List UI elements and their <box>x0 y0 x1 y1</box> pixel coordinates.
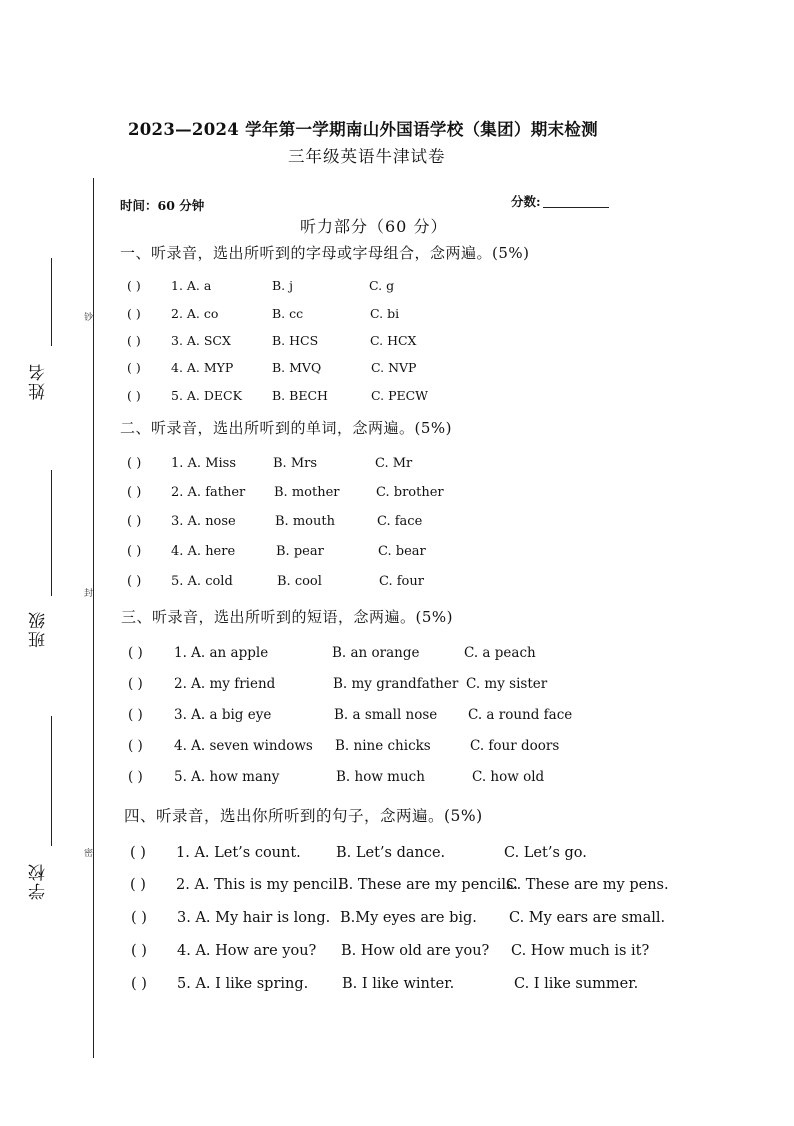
option-b: B. How old are you? <box>341 943 490 959</box>
name-field[interactable] <box>26 258 66 418</box>
answer-blank[interactable]: ( ) <box>128 707 143 723</box>
option-c: C. How much is it? <box>511 943 650 959</box>
option-b: B. I like winter. <box>342 976 455 992</box>
option-c: C. g <box>369 278 395 293</box>
option-b: B. mother <box>274 485 340 500</box>
answer-blank[interactable]: ( ) <box>127 574 142 589</box>
option-b: B. cool <box>277 574 322 589</box>
option-b: B. pear <box>276 544 324 559</box>
class-label: 班级 <box>29 610 49 648</box>
section-title: 一、听录音，选出所听到的字母或字母组合，念两遍。(5%) <box>120 244 530 262</box>
option-c: C. My ears are small. <box>509 910 666 926</box>
option-c: C. bi <box>370 306 400 321</box>
option-c: C. PECW <box>371 388 429 403</box>
seal-mark: 钞 <box>84 313 94 323</box>
name-label: 姓名 <box>29 362 49 400</box>
option-c: C. four <box>379 574 424 589</box>
seal-mark: 封 <box>84 589 94 599</box>
answer-blank[interactable]: ( ) <box>128 676 143 692</box>
option-a: 3. A. nose <box>171 514 236 529</box>
option-a: 4. A. MYP <box>171 360 234 375</box>
option-b: B. MVQ <box>272 360 322 375</box>
option-c: C. NVP <box>371 360 417 375</box>
option-b: B. Mrs <box>273 456 318 471</box>
answer-blank[interactable]: ( ) <box>130 845 146 861</box>
name-blank[interactable] <box>51 258 52 346</box>
option-c: C. I like summer. <box>514 976 639 992</box>
option-b: B. These are my pencils. <box>338 877 519 893</box>
score-field[interactable] <box>511 192 609 210</box>
option-c: C. Let’s go. <box>504 845 587 861</box>
option-a: 2. A. my friend <box>174 676 276 692</box>
answer-blank[interactable]: ( ) <box>131 910 147 926</box>
school-field[interactable] <box>26 716 66 906</box>
option-a: 1. A. a <box>171 278 212 293</box>
option-a: 3. A. My hair is long. <box>177 910 331 926</box>
answer-blank[interactable]: ( ) <box>128 738 143 754</box>
option-a: 1. A. Let’s count. <box>176 845 301 861</box>
option-c: C. face <box>377 514 423 529</box>
binding-line <box>93 178 94 1058</box>
option-a: 1. A. an apple <box>174 645 269 661</box>
answer-blank[interactable]: ( ) <box>127 388 141 403</box>
option-b: B. HCS <box>272 333 319 348</box>
option-c: C. how old <box>472 769 545 785</box>
option-a: 5. A. cold <box>171 574 233 589</box>
option-a: 5. A. I like spring. <box>177 976 309 992</box>
time-label: 时间：60 分钟 <box>120 198 205 213</box>
option-c: C. four doors <box>470 738 560 754</box>
exam-title: 2023—2024 学年第一学期南山外国语学校（集团）期末检测 <box>128 120 598 139</box>
option-c: C. Mr <box>375 456 413 471</box>
option-a: 3. A. SCX <box>171 333 231 348</box>
listening-part-title: 听力部分（60 分） <box>300 217 448 236</box>
answer-blank[interactable]: ( ) <box>131 976 147 992</box>
option-a: 2. A. This is my pencil. <box>176 877 343 893</box>
option-b: B. cc <box>272 306 304 321</box>
answer-blank[interactable]: ( ) <box>128 769 143 785</box>
score-blank[interactable] <box>543 207 609 208</box>
answer-blank[interactable]: ( ) <box>127 360 141 375</box>
answer-blank[interactable]: ( ) <box>127 278 141 293</box>
answer-blank[interactable]: ( ) <box>127 306 141 321</box>
section-title: 二、听录音，选出所听到的单词，念两遍。(5%) <box>120 419 453 437</box>
exam-subtitle: 三年级英语牛津试卷 <box>288 147 446 166</box>
section-title: 三、听录音，选出所听到的短语，念两遍。(5%) <box>121 608 454 626</box>
option-a: 2. A. father <box>171 485 246 500</box>
option-b: B. mouth <box>275 514 335 529</box>
option-c: C. bear <box>378 544 426 559</box>
option-a: 5. A. how many <box>174 769 280 785</box>
option-a: 3. A. a big eye <box>174 707 272 723</box>
option-b: B. BECH <box>272 388 328 403</box>
option-b: B. my grandfather <box>333 676 459 692</box>
answer-blank[interactable]: ( ) <box>127 456 142 471</box>
option-b: B.My eyes are big. <box>340 910 477 926</box>
answer-blank[interactable]: ( ) <box>131 943 147 959</box>
school-blank[interactable] <box>51 716 52 846</box>
answer-blank[interactable]: ( ) <box>128 645 143 661</box>
option-b: B. an orange <box>332 645 420 661</box>
seal-mark: 密 <box>84 849 94 859</box>
option-a: 4. A. seven windows <box>174 738 313 754</box>
answer-blank[interactable]: ( ) <box>127 485 142 500</box>
option-c: C. brother <box>376 485 444 500</box>
option-c: C. a peach <box>464 645 536 661</box>
answer-blank[interactable]: ( ) <box>127 514 142 529</box>
school-label: 学校 <box>29 862 49 900</box>
option-b: B. how much <box>336 769 425 785</box>
option-c: C. my sister <box>466 676 548 692</box>
option-b: B. Let’s dance. <box>336 845 446 861</box>
option-b: B. a small nose <box>334 707 438 723</box>
option-b: B. nine chicks <box>335 738 431 754</box>
class-blank[interactable] <box>51 470 52 596</box>
option-c: C. a round face <box>468 707 573 723</box>
option-b: B. j <box>272 278 294 293</box>
class-field[interactable] <box>26 470 66 650</box>
score-label: 分数: <box>511 194 541 209</box>
option-c: C. These are my pens. <box>506 877 669 893</box>
option-a: 2. A. co <box>171 306 219 321</box>
answer-blank[interactable]: ( ) <box>127 333 141 348</box>
option-a: 1. A. Miss <box>171 456 236 471</box>
section-title: 四、听录音，选出你所听到的句子，念两遍。(5%) <box>124 807 483 825</box>
answer-blank[interactable]: ( ) <box>130 877 146 893</box>
answer-blank[interactable]: ( ) <box>127 544 142 559</box>
option-c: C. HCX <box>370 333 417 348</box>
option-a: 4. A. here <box>171 544 236 559</box>
option-a: 5. A. DECK <box>171 388 242 403</box>
option-a: 4. A. How are you? <box>177 943 317 959</box>
